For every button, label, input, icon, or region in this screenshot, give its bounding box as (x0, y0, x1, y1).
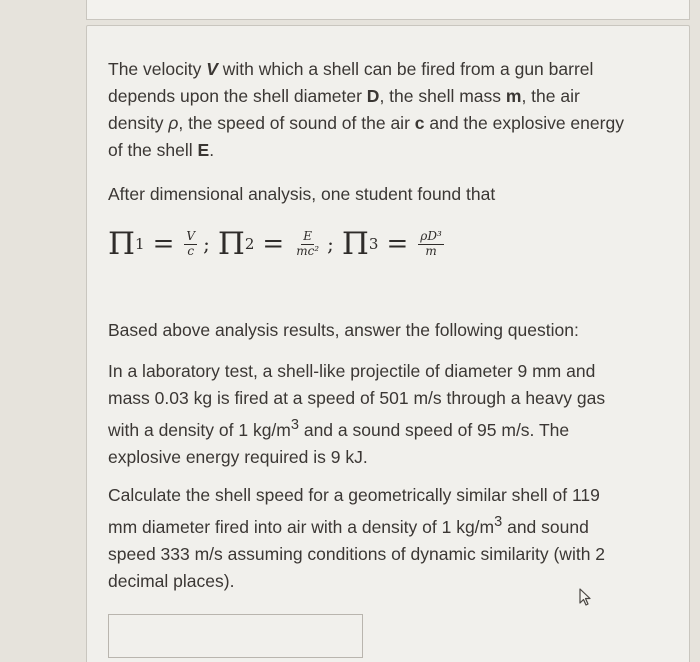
previous-question-box (86, 0, 690, 20)
pi-groups-formula: Π 1 = $\frac{V}{c}$ ; Π 2 = $\frac{E}{\text{mc²}}$ ; Π 3 = $\frac{\text{ρD³}}{m}$ (108, 225, 442, 262)
answer-input[interactable] (108, 614, 363, 658)
problem-statement: The velocity V with which a shell can be fired from a gun barrel depends upon the shell diameter D, the shell mass m, the air density ρ, the speed of sound of the air c and the explosive energy of the shell E. (108, 59, 624, 160)
analysis-intro: After dimensional analysis, one student found that (108, 184, 496, 204)
calculation-prompt: Calculate the shell speed for a geometrically similar shell of 119 mm diameter fired into air with a density of 1 $kg/m^3$ and sound speed 333 m/s assuming conditions of dynamic similarity (with 2 decimal places). (108, 485, 606, 591)
lab-test-description: In a laboratory test, a shell-like projectile of diameter 9 mm and mass 0.03 kg is fired at a speed of 501 m/s through a heavy gas with a density of 1 $kg/m^3$ and a sound speed of 95 m/s. The explosive energy required is 9 kJ. (108, 361, 606, 467)
mouse-pointer-icon (574, 586, 596, 608)
question-intro: Based above analysis results, answer the following question: (108, 320, 579, 340)
